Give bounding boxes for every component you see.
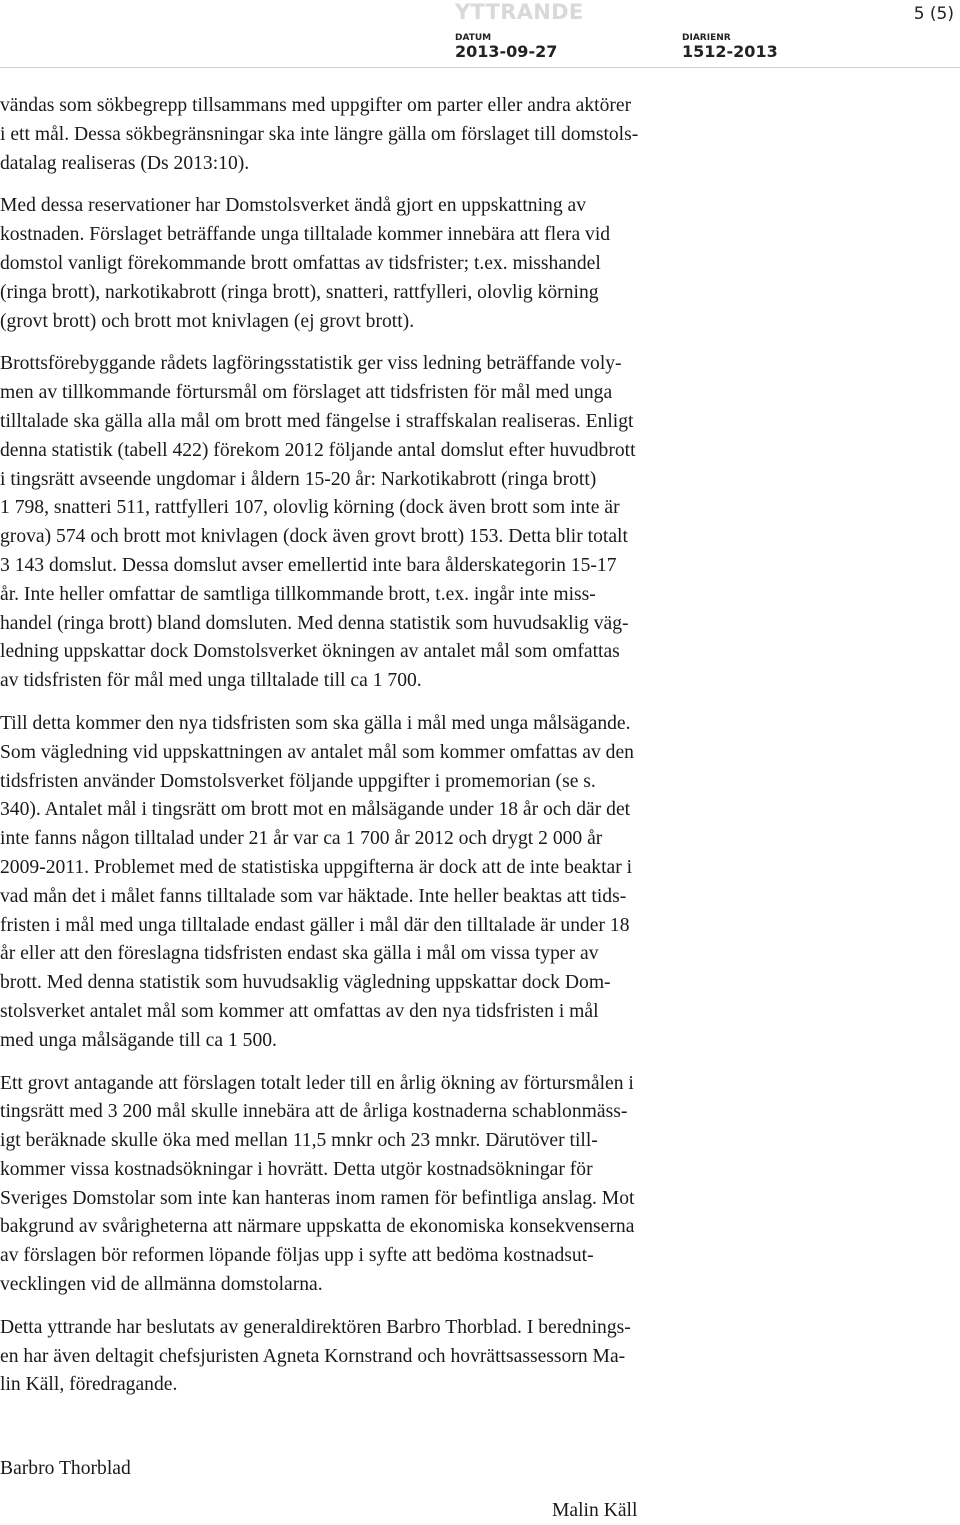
- paragraph-line: datalag realiseras (Ds 2013:10).: [0, 152, 250, 174]
- paragraph-line: brott. Med denna statistik som huvudsaklig vägledning uppskattar dock Dom-: [0, 972, 611, 994]
- paragraph-line: (ringa brott), narkotikabrott (ringa brott), snatteri, rattfylleri, olovlig körning: [0, 281, 599, 303]
- paragraph-line: Till detta kommer den nya tidsfristen som ska gälla i mål med unga målsägande.: [0, 712, 631, 734]
- paragraph-line: inte fanns någon tilltalad under 21 år var ca 1 700 år 2012 och drygt 2 000 år: [0, 828, 603, 850]
- paragraph-line: 3 143 domslut. Dessa domslut avser emellertid inte bara ålderskategorin 15-17: [0, 554, 617, 576]
- registration-label: DIARIENR: [682, 33, 731, 43]
- header-divider: [0, 67, 960, 68]
- registration-value: 1512-2013: [682, 42, 778, 61]
- paragraph-line: vad mån det i målet fanns tilltalade som var häktade. Inte heller beaktas att tids-: [0, 885, 627, 907]
- paragraph-line: tidsfristen använder Domstolsverket följande uppgifter i promemorian (se s.: [0, 770, 596, 792]
- paragraph-line: Med dessa reservationer har Domstolsverket ändå gjort en uppskattning av: [0, 195, 587, 217]
- paragraph-line: men av tillkommande förtursmål om förslaget att tidsfristen för mål med unga: [0, 382, 613, 404]
- paragraph-line: handel (ringa brott) bland domsluten. Med denna statistik som huvudsaklig väg-: [0, 612, 629, 634]
- paragraph-line: (grovt brott) och brott mot knivlagen (ej grovt brott).: [0, 310, 415, 332]
- paragraph-line: Brottsförebyggande rådets lagföringsstatistik ger viss ledning beträffande voly-: [0, 353, 622, 375]
- page-number: 5 (5): [913, 4, 954, 24]
- paragraph-line: Ett grovt antagande att förslagen totalt leder till en årlig ökning av förtursmålen i: [0, 1072, 634, 1094]
- paragraph-line: denna statistik (tabell 422) förekom 2012 följande antal domslut efter huvudbrott: [0, 439, 636, 461]
- paragraph-line: ledning uppskattar dock Domstolsverket ökningen av antalet mål som omfattas: [0, 641, 620, 663]
- paragraph-line: vändas som sökbegrepp tillsammans med uppgifter om parter eller andra aktörer: [0, 95, 632, 116]
- body-paragraph: [0, 710, 960, 1056]
- paragraph-line: igt beräknade skulle öka med mellan 11,5 mnkr och 23 mnkr. Därutöver till-: [0, 1130, 598, 1152]
- paragraph-line: stolsverket antalet mål som kommer att omfattas av den nya tidsfristen i mål: [0, 1000, 599, 1022]
- paragraph-line: med unga målsägande till ca 1 500.: [0, 1029, 277, 1051]
- date-label: DATUM: [455, 33, 492, 43]
- paragraph-line: år. Inte heller omfattar de samtliga tillkommande brott, t.ex. ingår inte miss-: [0, 583, 596, 605]
- paragraph-line: av förslagen bör reformen löpande följas upp i syfte att bedöma kostnadsut-: [0, 1245, 594, 1267]
- body-paragraph: [0, 350, 960, 696]
- paragraph-line: en har även deltagit chefsjuristen Agneta Kornstrand och hovrättsassessorn Ma-: [0, 1345, 626, 1367]
- body-paragraph: [0, 1314, 960, 1400]
- paragraph-line: i ett mål. Dessa sökbegränsningar ska inte längre gälla om förslaget till domstols-: [0, 123, 639, 145]
- document-body: [0, 92, 960, 1414]
- paragraph-line: år eller att den föreslagna tidsfristen endast ska gälla i mål om vissa typer av: [0, 943, 599, 965]
- date-value: 2013-09-27: [455, 42, 558, 61]
- paragraph-line: i tingsrätt avseende ungdomar i åldern 15-20 år: Narkotikabrott (ringa brott): [0, 468, 597, 490]
- paragraph-line: tingsrätt med 3 200 mål skulle innebära att de årliga kostnaderna schablonmäss-: [0, 1101, 628, 1123]
- paragraph-line: Som vägledning vid uppskattningen av antalet mål som kommer omfattas av den: [0, 741, 634, 763]
- body-paragraph: [0, 192, 960, 336]
- paragraph-line: domstol vanligt förekommande brott omfattas av tidsfrister; t.ex. misshandel: [0, 252, 601, 274]
- paragraph-line: lin Käll, föredragande.: [0, 1374, 178, 1396]
- signature-rapporteur: Malin Käll: [552, 1500, 638, 1521]
- paragraph-line: Detta yttrande har beslutats av generaldirektören Barbro Thorblad. I berednings-: [0, 1316, 631, 1338]
- paragraph-line: kommer vissa kostnadsökningar i hovrätt. Detta utgör kostnadsökningar för: [0, 1158, 593, 1180]
- paragraph-line: 340). Antalet mål i tingsrätt om brott mot en målsägande under 18 år och där det: [0, 799, 631, 821]
- body-paragraph: [0, 1070, 960, 1300]
- paragraph-line: 2009-2011. Problemet med de statistiska uppgifterna är dock att de inte beaktar i: [0, 856, 633, 878]
- paragraph-line: av tidsfristen för mål med unga tilltalade till ca 1 700.: [0, 670, 422, 692]
- signature-director-general: Barbro Thorblad: [0, 1458, 131, 1479]
- paragraph-line: 1 798, snatteri 511, rattfylleri 107, olovlig körning (dock även brott som inte är: [0, 497, 620, 519]
- document-type: YTTRANDE: [455, 0, 584, 24]
- paragraph-line: Sveriges Domstolar som inte kan hanteras inom ramen för befintliga anslag. Mot: [0, 1187, 635, 1209]
- body-paragraph: [0, 92, 960, 178]
- paragraph-line: kostnaden. Förslaget beträffande unga tilltalade kommer innebära att flera vid: [0, 224, 611, 246]
- paragraph-line: fristen i mål med unga tilltalade endast gäller i mål där den tilltalade är under 18: [0, 914, 630, 936]
- paragraph-line: grova) 574 och brott mot knivlagen (dock även grovt brott) 153. Detta blir totalt: [0, 526, 628, 548]
- paragraph-line: tilltalade ska gälla alla mål om brott med fängelse i straffskalan realiseras. Enligt: [0, 410, 634, 432]
- paragraph-line: vecklingen vid de allmänna domstolarna.: [0, 1274, 323, 1296]
- paragraph-line: bakgrund av svårigheterna att närmare uppskatta de ekonomiska konsekvenserna: [0, 1216, 635, 1238]
